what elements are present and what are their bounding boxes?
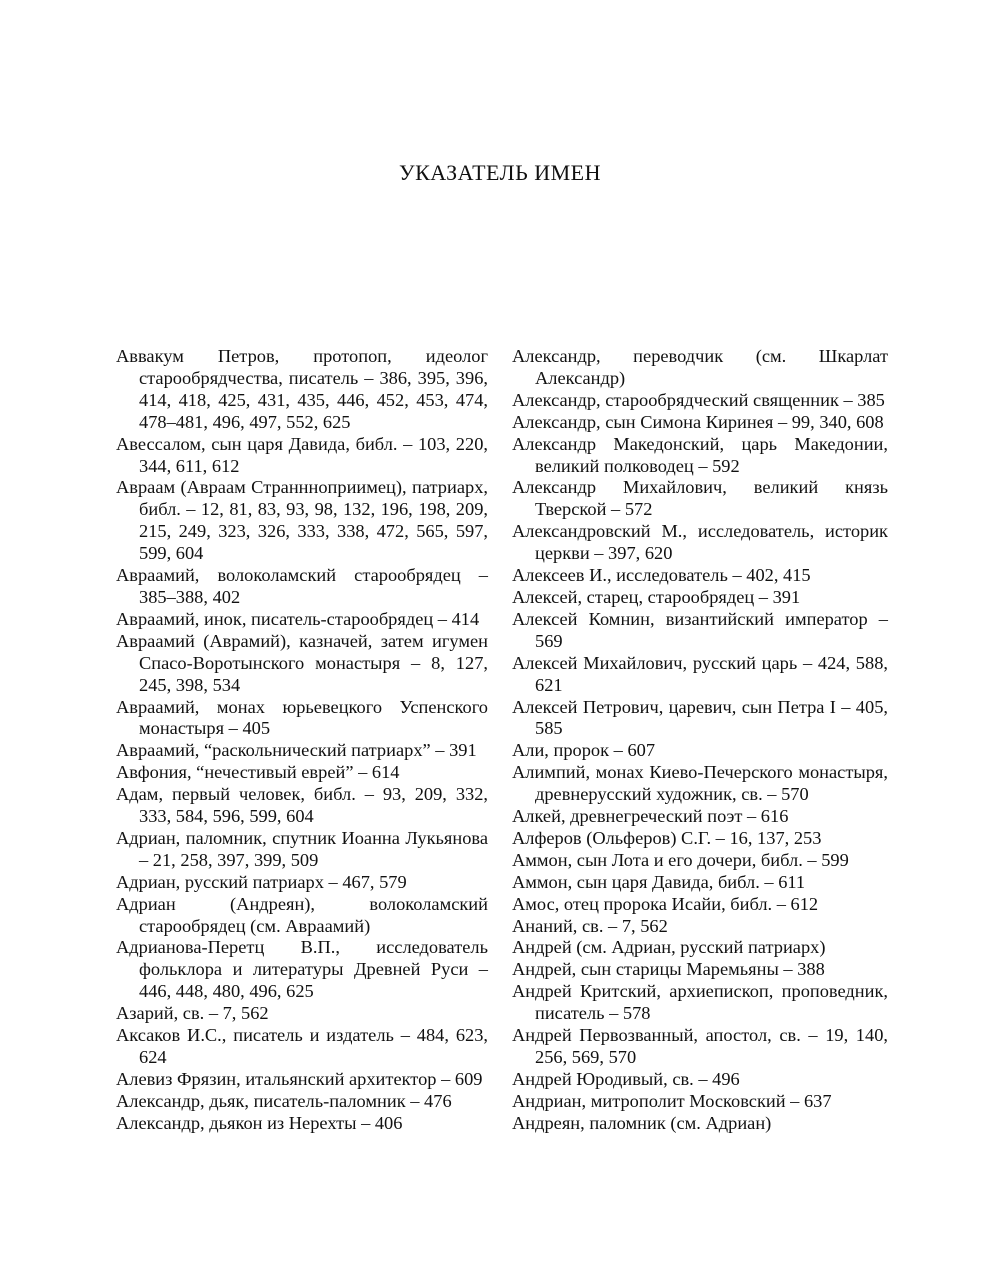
index-entry: Алексеев И., исследователь – 402, 415 [512,565,811,586]
index-entry: Андрей Юродивый, св. – 496 [512,1068,740,1089]
index-column-right [512,346,888,1135]
index-entry: Александровский М., исследователь, историк церкви – 397, 620 [512,521,888,564]
index-entry: Авраам (Авраам Страннноприимец), патриарх, библ. – 12, 81, 83, 93, 98, 132, 196, 198, 209, 215, 249, 323, 326, 333, 338, 472, 565, 597, 599, 604 [116,477,488,564]
index-entry: Андрей Первозванный, апостол, св. – 19, 140, 256, 569, 570 [512,1025,888,1067]
index-entry: Александр, дьяк, писатель-паломник – 476 [116,1090,452,1111]
index-entry: Адриан, паломник, спутник Иоанна Лукьянова – 21, 258, 397, 399, 509 [116,827,488,870]
index-entry: Аксаков И.С., писатель и издатель – 484, 623, 624 [116,1025,488,1067]
index-entry: Аммон, сын царя Давида, библ. – 611 [512,871,806,892]
index-entry: Андреян, паломник (см. Адриан) [512,1112,772,1133]
page-title: УКАЗАТЕЛЬ ИМЕН [399,160,601,185]
index-entry: Адрианова-Перетц В.П., исследователь фольклора и литературы Древней Руси – 446, 448, 480, 496, 625 [116,937,488,1002]
index-entry: Аввакум Петров, протопоп, идеолог старообрядчества, писатель – 386, 395, 396, 414, 418, 425, 431, 435, 446, 452, 453, 474, 478–481, 496, 497, 552, 625 [116,346,488,432]
index-entry: Алевиз Фрязин, итальянский архитектор – 609 [116,1068,483,1089]
index-entry: Александр, старообрядческий священник – 385 [512,389,885,410]
index-entry: Адам, первый человек, библ. – 93, 209, 332, 333, 584, 596, 599, 604 [116,784,488,827]
index-entry: Авфония, “нечестивый еврей” – 614 [116,762,400,783]
index-entry: Авраамий, волоколамский старообрядец – 385–388, 402 [116,565,488,607]
index-entry: Алкей, древнегреческий поэт – 616 [512,806,789,827]
index-entry: Александр Македонский, царь Македонии, великий полководец – 592 [512,433,888,476]
index-entry: Алимпий, монах Киево-Печерского монастыря, древнерусский художник, св. – 570 [512,762,888,805]
index-entry: Авраамий, монах юрьевецкого Успенского монастыря – 405 [116,696,488,739]
index-entry: Алексей Петрович, царевич, сын Петра I – 405, 585 [512,696,888,739]
index-entry: Андрей (см. Адриан, русский патриарх) [512,937,826,958]
index-entry: Андрей Критский, архиепископ, проповедник, писатель – 578 [512,981,888,1024]
index-entry: Али, пророк – 607 [512,740,656,761]
index-entry: Александр, сын Симона Киринея – 99, 340, 608 [512,411,884,432]
index-entry: Авраамий, “раскольнический патриарх” – 391 [116,740,477,761]
index-entry: Александр, дьякон из Нерехты – 406 [116,1112,403,1133]
index-entry: Амос, отец пророка Исайи, библ. – 612 [512,893,819,914]
index-entry: Алферов (Ольферов) С.Г. – 16, 137, 253 [512,827,822,848]
index-entry: Адриан (Андреян), волоколамский старообрядец (см. Авраамий) [116,893,488,936]
index-entry: Ананий, св. – 7, 562 [512,915,668,936]
index-entry: Адриан, русский патриарх – 467, 579 [116,871,407,892]
index-entry: Аммон, сын Лота и его дочери, библ. – 599 [512,849,849,870]
index-entry: Александр, переводчик (см. Шкарлат Александр) [512,346,888,388]
index-column-left [116,346,488,1135]
index-entry: Авессалом, сын царя Давида, библ. – 103, 220, 344, 611, 612 [116,433,488,476]
index-entry: Александр Михайлович, великий князь Тверской – 572 [512,477,888,520]
index-entry: Алексей Комнин, византийский император – 569 [512,608,888,651]
index-entry: Алексей Михайлович, русский царь – 424, 588, 621 [512,652,888,695]
index-entry: Азарий, св. – 7, 562 [116,1003,269,1024]
index-entry: Андриан, митрополит Московский – 637 [512,1090,832,1111]
index-entry: Алексей, старец, старообрядец – 391 [512,586,801,607]
index-entry: Авраамий, инок, писатель-старообрядец – 414 [116,608,480,629]
index-entry: Андрей, сын старицы Маремьяны – 388 [512,959,825,980]
index-entry: Авраамий (Аврамий), казначей, затем игумен Спасо-Воротынского монастыря – 8, 127, 245, 398, 534 [116,630,488,695]
